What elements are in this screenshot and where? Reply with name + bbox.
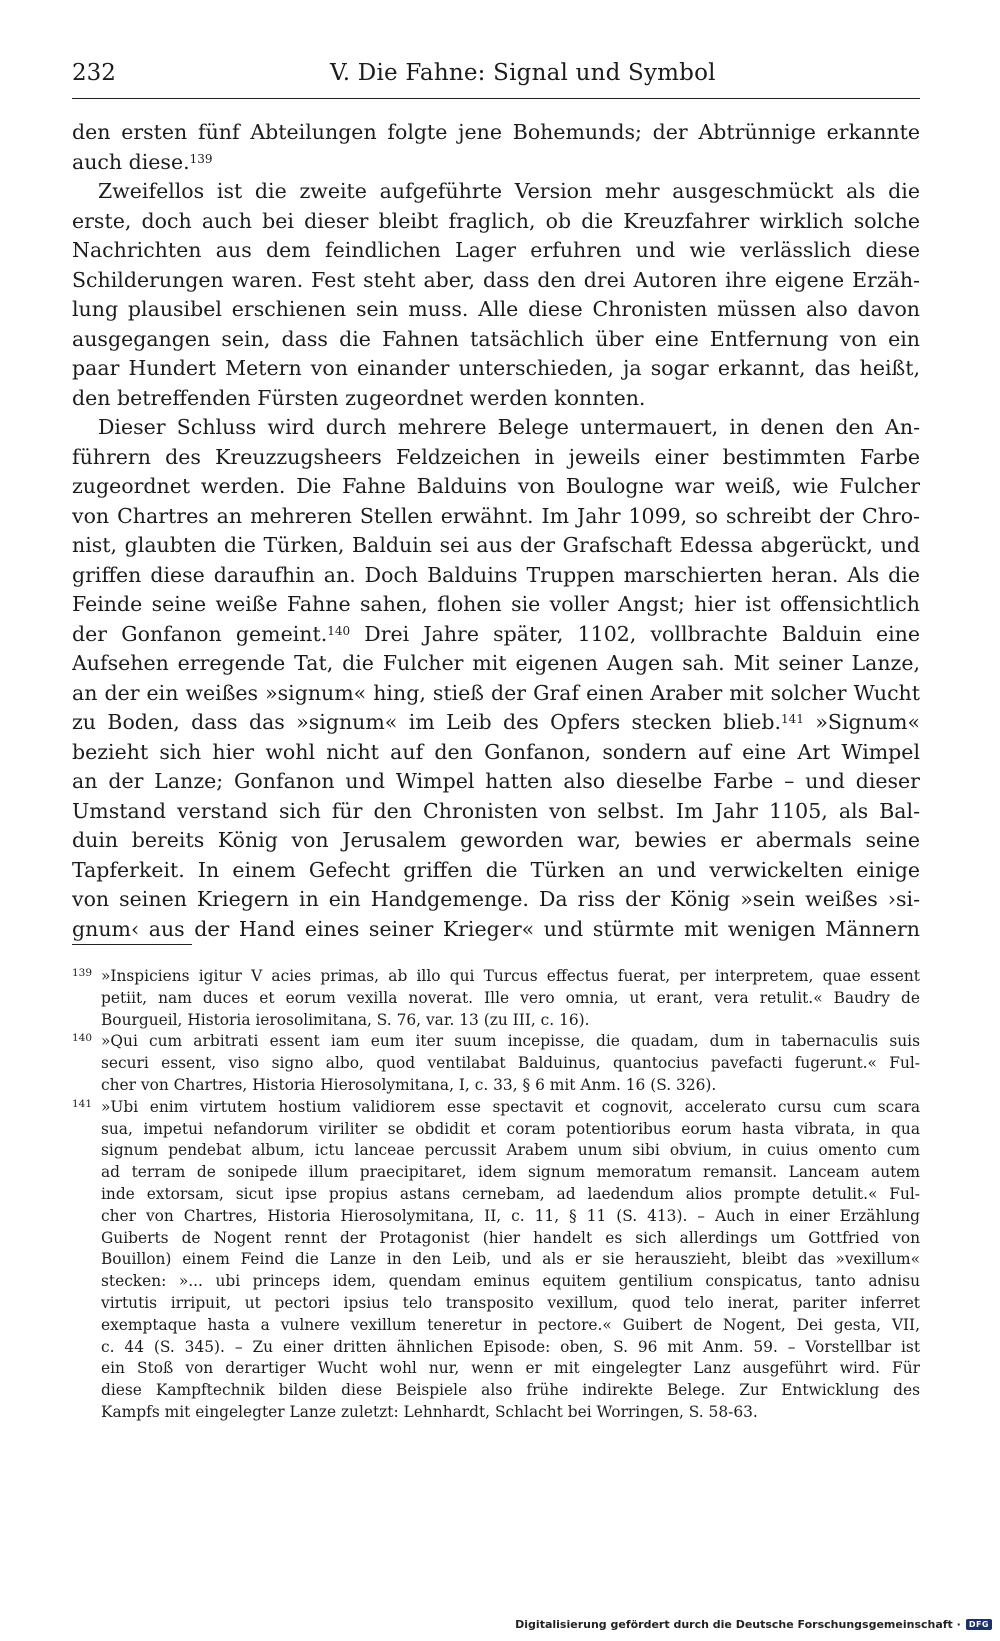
body-line: ausgegangen sein, dass die Fahnen tatsächlich über eine Entfernung von ein	[72, 326, 920, 351]
body-line: zu Boden, dass das »signum« im Leib des Opfers stecken blieb.$^{141}$ »Signum«	[72, 710, 920, 734]
body-line: duin bereits König von Jerusalem geworden war, bewies er abermals seine	[72, 828, 920, 852]
body-line: griffen diese daraufhin an. Doch Balduins Truppen marschierten heran. Als die	[72, 562, 920, 587]
body-line: nist, glaubten die Türken, Balduin sei aus der Grafschaft Edessa abgerückt, und	[72, 533, 920, 557]
footnote-line: 140 »Qui cum arbitrati essent iam eum iter suum incepisse, die quadam, dum in tabernaculis suis	[72, 1031, 920, 1053]
footnote-line: 141 »Ubi enim virtutem hostium validiorem esse spectavit et cognovit, accelerato cursu cum scara	[72, 1097, 920, 1119]
body-line: Umstand verstand sich für den Chronisten von selbst. Im Jahr 1105, als Bal-	[72, 798, 920, 823]
footnote-line: Bourgueil, Historia ierosolimitana, S. 76, var. 13 (zu III, c. 16).	[101, 1010, 590, 1029]
footnote-line: Kampfs mit eingelegter Lanze zuletzt: Lehnhardt, Schlacht bei Worringen, S. 58-63.	[101, 1402, 758, 1421]
body-line: paar Hundert Metern von einander unterschieden, ja sogar erkannt, das heißt,	[72, 356, 920, 380]
footnotes	[72, 966, 920, 1424]
footnote-line: Guiberts de Nogent rennt der Protagonist (hier handelt es sich allerdings um Gottfried von	[101, 1228, 920, 1247]
footnote-line: sua, impetui nefandorum viriliter se obdidit et coram potentioribus eorum hasta vibrata, in qua	[101, 1119, 920, 1138]
footnote-139	[72, 966, 920, 1031]
footnote-line: stecken: »... ubi princeps idem, quendam eminus equitem gentilium conspicatus, tanto adnisu	[101, 1272, 920, 1291]
footnote-line: diese Kampftechnik bilden diese Beispiele also frühe indirekte Belege. Zur Entwicklung des	[101, 1381, 920, 1400]
footnote-141	[72, 1097, 920, 1424]
dfg-logo-icon: DFG	[966, 1619, 992, 1630]
digitization-footer	[515, 1618, 992, 1631]
body-line: Aufsehen erregende Tat, die Fulcher mit eigenen Augen sah. Mit seiner Lanze,	[72, 651, 920, 675]
footnote-line: cher von Chartres, Historia Hierosolymitana, II, c. 11, § 11 (S. 413). – Auch in einer Erzählung	[101, 1206, 920, 1225]
page-number: 232	[72, 60, 116, 86]
body-line: gnum‹ aus der Hand eines seiner Krieger« und stürmte mit wenigen Männern	[72, 916, 920, 941]
footnote-line: virtutis irripuit, ut pectori ipsius telo transposito vexillum, quod telo inerat, pariter inferret	[101, 1293, 920, 1312]
body-line: führern des Kreuzzugsheers Feldzeichen in jeweils einer bestimmten Farbe	[72, 444, 920, 469]
body-line: von seinen Kriegern in ein Handgemenge. Da riss der König »sein weißes ›si-	[72, 887, 920, 911]
body-line: Dieser Schluss wird durch mehrere Belege untermauert, in denen den An-	[98, 415, 920, 439]
body-line: Schilderungen waren. Fest steht aber, dass den drei Autoren ihre eigene Erzäh-	[72, 267, 920, 292]
footnote-line: 139 »Inspiciens igitur V acies primas, ab illo qui Turcus effectus fuerat, per interpretem, quae essent	[72, 966, 920, 988]
footer-credit: Digitalisierung gefördert durch die Deutsche Forschungsgemeinschaft ·	[515, 1618, 961, 1631]
header-rule	[72, 98, 920, 99]
body-line: an der Lanze; Gonfanon und Wimpel hatten also dieselbe Farbe – und dieser	[72, 769, 920, 793]
footnote-ref-140: 140	[327, 623, 351, 638]
footnote-number: 141	[72, 1097, 93, 1110]
body-line: zugeordnet werden. Die Fahne Balduins von Boulogne war weiß, wie Fulcher	[72, 474, 920, 498]
footnote-line: c. 44 (S. 345). – Zu einer dritten ähnlichen Episode: oben, S. 96 mit Anm. 59. – Vorstellbar ist	[101, 1337, 920, 1356]
body-line: von Chartres an mehreren Stellen erwähnt. Im Jahr 1099, so schreibt der Chro-	[72, 503, 920, 528]
footnote-number: 140	[72, 1032, 93, 1045]
body-line: auch diese.$^{139}$	[72, 149, 213, 174]
body-line: lung plausibel erschienen sein muss. Alle diese Chronisten müssen also davon	[72, 297, 920, 321]
page-header	[72, 60, 920, 100]
footnote-line: petiit, nam duces et eorum vexilla noverat. Ille vero omnia, ut erant, vera retulit.« Baudry de	[101, 988, 920, 1007]
body-line: Nachrichten aus dem feindlichen Lager erfuhren und wie verlässlich diese	[72, 238, 920, 262]
footnote-line: signum pendebat album, ictu lanceae percussit Arabem unum sibi obvium, in cuius omento cum	[101, 1141, 920, 1160]
body-line: der Gonfanon gemeint.$^{140}$ Drei Jahre später, 1102, vollbrachte Balduin eine	[72, 621, 920, 646]
footnote-line: ad terram de sonipede illum praecipitaret, idem signum memoratum remansit. Lanceam autem	[101, 1163, 920, 1182]
body-line: erste, doch auch bei dieser bleibt fraglich, ob die Kreuzfahrer wirklich solche	[72, 208, 920, 233]
footnote-line: securi essent, viso signo albo, quod ventilabat Balduinus, quantocius pavefacti fugerunt.« Ful-	[101, 1054, 920, 1073]
body-line: Tapferkeit. In einem Gefecht griffen die Türken an und verwickelten einige	[72, 857, 920, 882]
body-line: Zweifellos ist die zweite aufgeführte Version mehr ausgeschmückt als die	[98, 179, 920, 203]
footnote-ref-139: 139	[189, 151, 213, 166]
body-line: den ersten fünf Abteilungen folgte jene Bohemunds; der Abtrünnige erkannte	[72, 120, 920, 144]
footnote-line: exemptaque hasta a vulnere vexillum teneretur in pectore.« Guibert de Nogent, Dei gesta, VII,	[101, 1315, 920, 1334]
body-line: den betreffenden Fürsten zugeordnet werden konnten.	[72, 385, 646, 410]
footnote-ref-141: 141	[781, 712, 804, 726]
body-line: bezieht sich hier wohl nicht auf den Gonfanon, sondern auf eine Art Wimpel	[72, 739, 920, 764]
footnote-line: Bouillon) einem Feind die Lanze in den Leib, und als er sie herauszieht, bleibt das »vexillum«	[101, 1250, 920, 1269]
footnote-line: inde extorsam, sicut ipse propius astans cernebam, ad laedendum alios prompte detulit.« Ful-	[101, 1184, 920, 1203]
running-title: V. Die Fahne: Signal und Symbol	[330, 60, 716, 86]
body-line: Feinde seine weiße Fahne sahen, flohen sie voller Angst; hier ist offensichtlich	[72, 592, 920, 616]
footnote-line: cher von Chartres, Historia Hierosolymitana, I, c. 33, § 6 mit Anm. 16 (S. 326).	[101, 1075, 717, 1094]
body-line: an der ein weißes »signum« hing, stieß der Graf einen Araber mit solcher Wucht	[72, 680, 920, 705]
footnote-rule	[72, 944, 192, 945]
footnote-140	[72, 1031, 920, 1096]
footnote-line: ein Stoß von derartiger Wucht wohl nur, wenn er mit eingelegter Lanz ausgeführt wird. Für	[101, 1359, 920, 1378]
footnote-number: 139	[72, 967, 93, 979]
body-text	[72, 118, 920, 944]
